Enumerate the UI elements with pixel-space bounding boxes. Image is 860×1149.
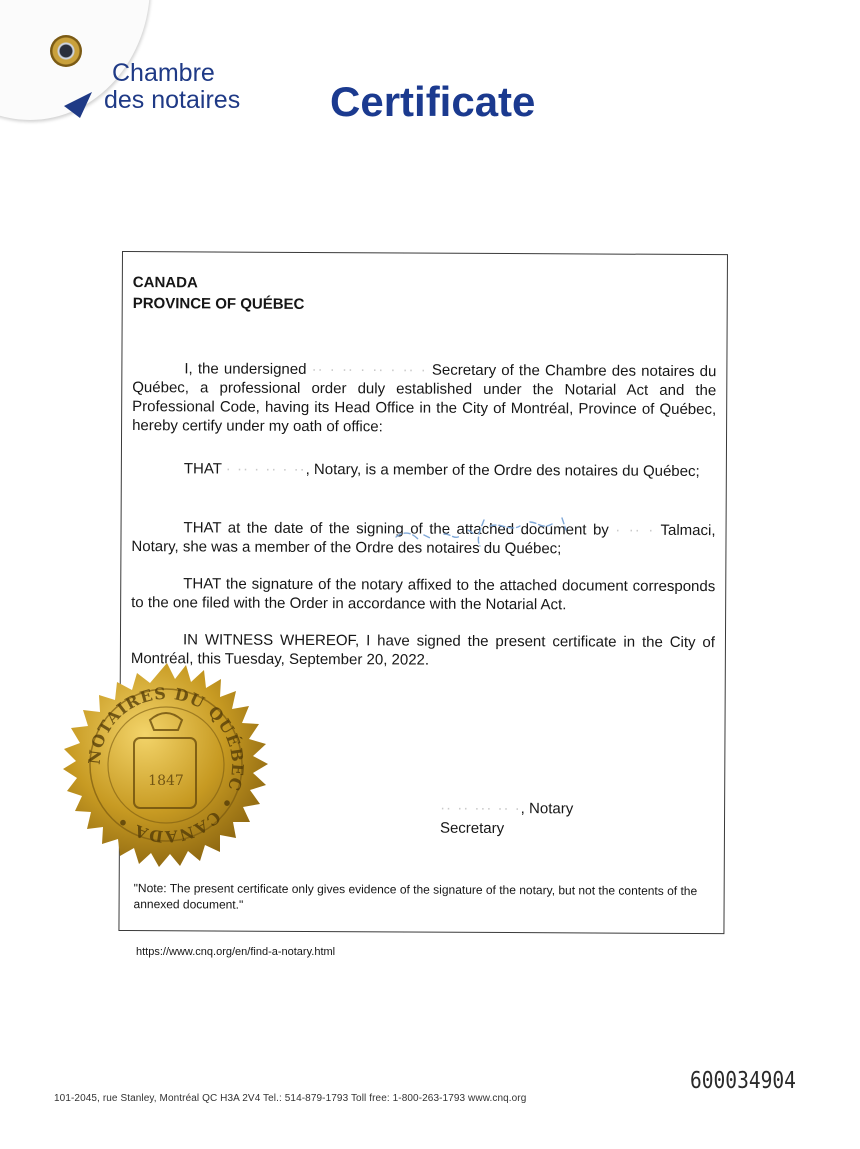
redacted-name: · ·· ·	[615, 521, 655, 539]
redacted-name: ·· ·· ··· ·· ·	[440, 799, 521, 818]
chambre-logo-text	[104, 60, 240, 114]
grommet-icon	[50, 35, 82, 67]
membership-paragraph	[132, 459, 716, 481]
para2-rest: , Notary, is a member of the Ordre des notaires du Québec;	[305, 460, 700, 481]
para1-start: I, the undersigned	[184, 360, 307, 378]
witness-paragraph: IN WITNESS WHEREOF, I have signed the present certificate in the City of Montréal, this Tuesday, September 20, 2022.	[130, 631, 716, 669]
svg-text:1847: 1847	[148, 773, 184, 789]
serial-number: 600034904	[690, 1068, 796, 1094]
seal-text: NOTAIRES DU QUÉBEC • CANADA •	[84, 683, 248, 847]
gold-seal	[50, 660, 285, 890]
logo-line-2: des notaires	[104, 86, 241, 114]
redacted-name: · ·· · ·· · ··	[225, 460, 306, 478]
para3-start: THAT at the date of the signing of the attached document by	[183, 519, 609, 539]
signature-paragraph: THAT the signature of the notary affixed to the attached document corresponds to the one filed with the Order in accordance with the Notarial Act.	[131, 575, 716, 614]
footer-address: 101-2045, rue Stanley, Montréal QC H3A 2V4 Tel.: 514-879-1793 Toll free: 1-800-263-1793 www.cnq.org	[54, 1093, 527, 1104]
signer-title: Secretary	[439, 819, 505, 838]
undersigned-paragraph	[132, 359, 716, 438]
handwritten-signature	[270, 485, 570, 555]
para1-rest: Secretary of the Chambre des notaires du Québec, a professional order duly established under the Notarial Act and the Professional Code, having its Head Office in the City of Montréal, Province of Québec, hereby certify under my oath of office:	[132, 361, 717, 436]
country-heading: CANADA	[132, 274, 198, 292]
signer-name-line	[440, 799, 640, 819]
province-heading: PROVINCE OF QUÉBEC	[132, 295, 305, 313]
para3-rest: Talmaci, Notary, she was a member of the Ordre des notaires du Québec;	[131, 521, 716, 558]
signer-suffix: , Notary	[520, 800, 574, 818]
certificate-note: "Note: The present certificate only gives evidence of the signature of the notary, but not the contents of the annexed document."	[133, 881, 698, 912]
chambre-logo-icon	[62, 90, 96, 120]
redacted-name: ·· · ·· · ·· · ·· ·	[311, 360, 427, 379]
logo-line-1: Chambre	[112, 59, 215, 87]
page-title: Certificate	[330, 78, 536, 125]
para2-start: THAT	[183, 460, 222, 478]
find-a-notary-link[interactable]: https://www.cnq.org/en/find-a-notary.html	[136, 946, 336, 958]
